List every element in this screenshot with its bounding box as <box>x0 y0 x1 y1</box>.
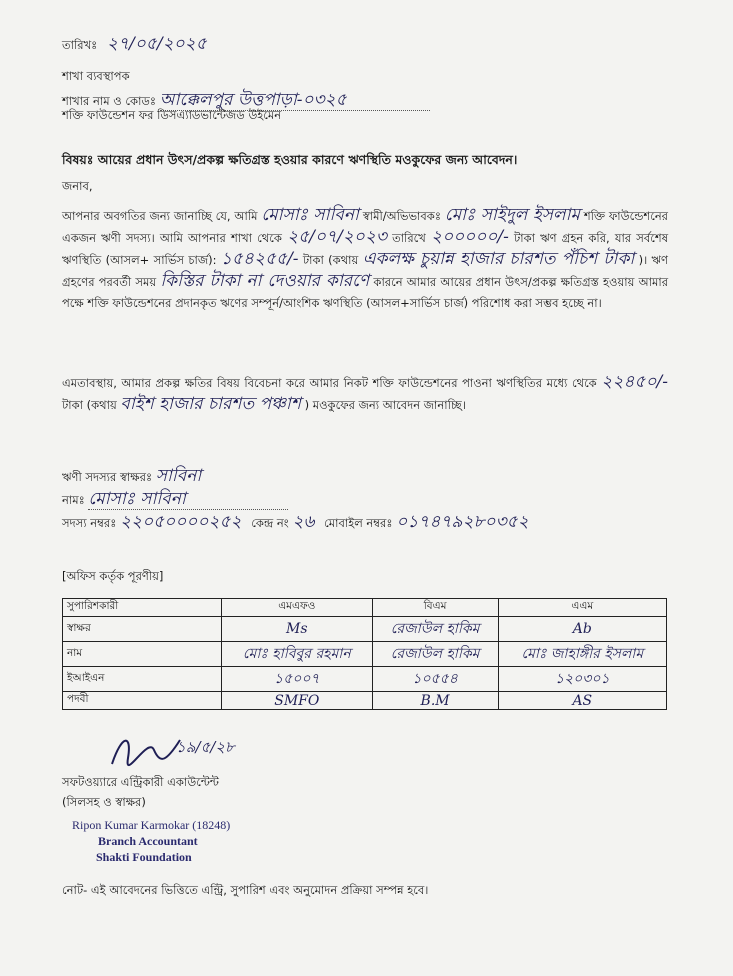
member-number-line <box>62 512 529 532</box>
p1-text-2: স্বামী/অভিভাবকঃ <box>362 209 441 223</box>
applicant-name: মোসাঃ সাবিনা <box>261 205 359 225</box>
p1-text-7: )। ঋণ গ্রহণের পরবর্তী সময় <box>62 253 669 289</box>
member-name: মোসাঃ সাবিনা <box>88 489 288 510</box>
salutation: জনাব, <box>62 179 93 193</box>
row-label: পদবী <box>63 692 222 710</box>
table-header: বিএম <box>372 599 498 617</box>
p1-text-8: কারনে আমার আয়ের প্রধান উৎস/প্রকল্প ক্ষতিগ্রস্ত হওয়ায় আমার পক্ষে শক্তি ফাউন্ডেশনের প্রদানকৃত ঋণের সম্পূর্ন/আংশিক ঋণস্থিতি (আসল+সার্ভিস চার্জ) পরিশোধ করা সম্ভব হচ্ছে না। <box>62 275 669 310</box>
waiver-words: বাইশ হাজার চারশত পঞ্চাশ <box>120 394 301 414</box>
balance-words: একলক্ষ চুয়ান্ন হাজার চারশত পঁচিশ টাকা <box>362 249 635 269</box>
date-value: ২৭/০৫/২০২৫ <box>106 34 207 54</box>
accountant-signature-date: ১৯/৫/২৮ <box>176 738 235 756</box>
table-cell: Ms <box>222 617 373 642</box>
table-row <box>63 667 667 692</box>
table-cell: ১৫০০৭ <box>222 667 373 692</box>
member-number-label: সদস্য নম্বরঃ <box>62 516 117 530</box>
p1-text-1: আপনার অবগতির জন্য জানাচ্ছি যে, আমি <box>62 209 258 223</box>
table-header: সুপারিশকারী <box>63 599 222 617</box>
branch-label: শাখার নাম ও কোডঃ <box>62 94 157 108</box>
table-cell: মোঃ জাহাঙ্গীর ইসলাম <box>498 642 666 667</box>
table-cell: মোঃ হাবিবুর রহমান <box>222 642 373 667</box>
balance-amount: ১৫৪২৫৫/- <box>220 249 299 269</box>
member-signature-label: ঋণী সদস্যর স্বাক্ষরঃ <box>62 470 153 484</box>
row-label: স্বাক্ষর <box>63 617 222 642</box>
org-line: শক্তি ফাউন্ডেশন ফর ডিসএ্যাডভান্টেজড উইমেন <box>62 108 282 122</box>
member-name-line <box>62 489 288 510</box>
reason: কিস্তির টাকা না দেওয়ার কারণে <box>160 271 370 291</box>
member-number: ২২০৫০০০০২৫২ <box>119 512 242 532</box>
table-row <box>63 692 667 710</box>
accountant-note: (সিলসহ ও স্বাক্ষর) <box>62 795 146 809</box>
member-signature-line <box>62 466 201 486</box>
mobile-label: মোবাইল নম্বরঃ <box>324 516 393 530</box>
subject: বিষয়ঃ আয়ের প্রধান উৎস/প্রকল্প ক্ষতিগ্রস্ত হওয়ার কারণে ঋণস্থিতি মওকুফের জন্য আবেদন। <box>62 152 518 167</box>
table-row <box>63 617 667 642</box>
paragraph-1 <box>62 205 668 314</box>
seal-role: Branch Accountant <box>98 834 198 848</box>
date-line <box>62 34 207 54</box>
date-label: তারিখঃ <box>62 38 98 52</box>
table-cell: ১০৫৫৪ <box>372 667 498 692</box>
accountant-title: সফটওয়্যারে এন্ট্রিকারী একাউন্টেন্ট <box>62 775 219 789</box>
p2-text-2: টাকা (কথায় <box>62 398 117 412</box>
guardian-name: মোঃ সাইদুল ইসলাম <box>444 205 580 225</box>
row-label: নাম <box>63 642 222 667</box>
table-cell: B.M <box>372 692 498 710</box>
paragraph-2 <box>62 372 668 416</box>
loan-amount: ২০০০০০/- <box>431 227 509 247</box>
seal-name: Ripon Kumar Karmokar (18248) <box>72 818 231 832</box>
table-header-row <box>63 599 667 617</box>
table-header: এএম <box>498 599 666 617</box>
seal-org: Shakti Foundation <box>96 850 192 864</box>
p1-text-3: শক্তি ফাউন্ডেশনের একজন ঋণী সদস্য। আমি আপনার শাখা থেকে <box>62 209 669 245</box>
office-table <box>62 598 667 710</box>
waiver-amount: ২২৪৫০/- <box>601 372 668 392</box>
manager-label: শাখা ব্যবস্থাপক <box>62 69 130 83</box>
member-signature: সাবিনা <box>155 466 202 486</box>
mobile-number: ০১৭৪৭৯২৮০৩৫২ <box>396 512 529 532</box>
office-use-label: [অফিস কর্তৃক পূরণীয়] <box>62 569 164 583</box>
table-row <box>63 642 667 667</box>
p2-text-1: এমতাবস্থায়, আমার প্রকল্প ক্ষতির বিষয় বিবেচনা করে আমার নিকট শক্তি ফাউন্ডেশনের পাওনা ঋণস্থিতির মধ্যে থেকে <box>62 376 597 390</box>
center-number: ২৬ <box>292 512 315 532</box>
table-header: এমএফও <box>222 599 373 617</box>
table-cell: SMFO <box>222 692 373 710</box>
footer-note: নোট- এই আবেদনের ভিত্তিতে এন্ট্রি, সুপারিশ এবং অনুমোদন প্রক্রিয়া সম্পন্ন হবে। <box>62 883 429 897</box>
p2-text-3: ) মওকুফের জন্য আবেদন জানাচ্ছি। <box>304 398 466 412</box>
table-cell: Ab <box>498 617 666 642</box>
center-label: কেন্দ্র নং <box>251 516 289 530</box>
branch-value: আক্কেলপুর উত্তপাড়া-০৩২৫ <box>160 90 430 111</box>
p1-text-4: তারিখে <box>392 231 426 245</box>
table-cell: AS <box>498 692 666 710</box>
member-name-label: নামঃ <box>62 493 85 507</box>
table-cell: রেজাউল হাকিম <box>372 642 498 667</box>
p1-text-6: টাকা (কথায় <box>302 253 359 267</box>
table-cell: ১২০৩০১ <box>498 667 666 692</box>
row-label: ইআইএন <box>63 667 222 692</box>
p1-text-5: টাকা ঋণ গ্রহন করি, যার সর্বশেষ ঋণস্থিতি (আসল+ সার্ভিস চার্জ): <box>62 231 669 267</box>
table-cell: রেজাউল হাকিম <box>372 617 498 642</box>
loan-date: ২৫/০৭/২০২৩ <box>287 227 387 247</box>
